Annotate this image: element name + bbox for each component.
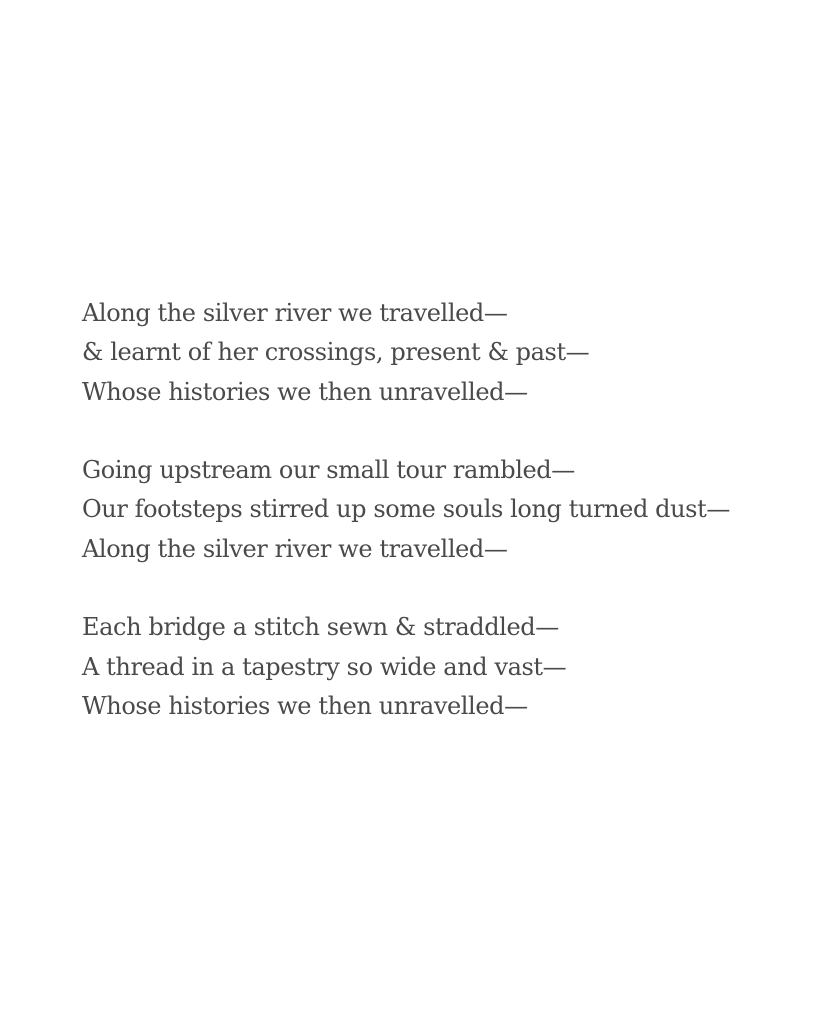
stanza-1: [82, 294, 802, 412]
poem-line: Along the silver river we travelled—: [82, 534, 508, 563]
poem-line: Whose histories we then unravelled—: [82, 691, 528, 720]
poem-line: Each bridge a stitch sewn & straddled—: [82, 613, 559, 642]
stanza-2: [82, 451, 802, 569]
poem: [82, 294, 802, 726]
poem-line: Along the silver river we travelled—: [82, 299, 508, 327]
poem-line: Whose histories we then unravelled—: [82, 377, 528, 406]
poem-line: & learnt of her crossings, present & past—: [82, 338, 590, 367]
poem-line: Going upstream our small tour rambled—: [82, 456, 575, 485]
poem-line: Our footsteps stirred up some souls long turned dust—: [82, 495, 730, 524]
stanza-3: [82, 608, 802, 726]
poem-line: A thread in a tapestry so wide and vast—: [82, 652, 567, 681]
